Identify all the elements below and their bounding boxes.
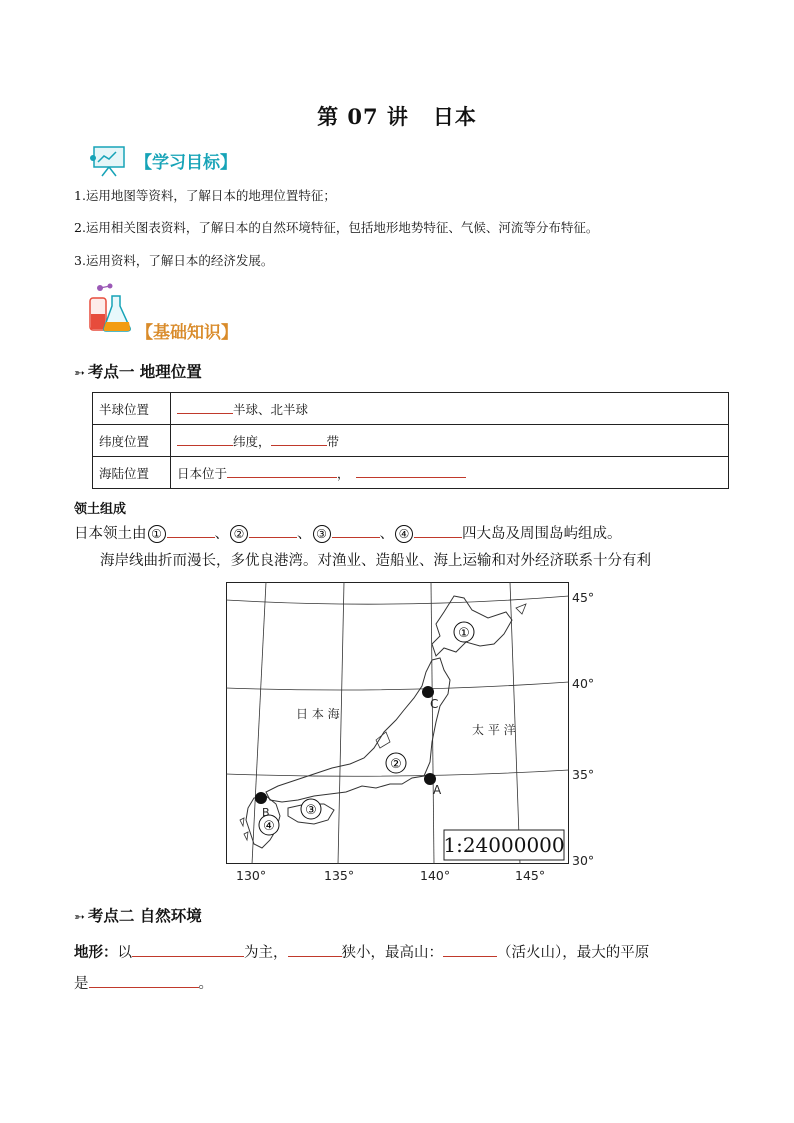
section-heading-location [74, 360, 202, 382]
goal-item-1: 1.运用地图等资料，了解日本的地理位置特征； [74, 188, 336, 203]
terrain-sentence [74, 941, 649, 962]
answer-blank[interactable] [356, 465, 466, 478]
terrain-sentence-continued [74, 972, 213, 993]
territory-heading: 领土组成 [74, 502, 127, 517]
learning-goals-badge: 【学习目标】 [135, 153, 237, 173]
presentation-board-icon [88, 144, 130, 178]
section-title: 考点二 自然环境 [87, 907, 202, 925]
text: 、 [214, 526, 229, 542]
number-circle: ① [148, 525, 166, 543]
row-text: 日本位于 [177, 465, 228, 481]
territory-sentence [74, 522, 622, 543]
text: 日本领土由 [74, 526, 147, 542]
answer-blank[interactable] [132, 944, 244, 957]
row-label: 海陆位置 [93, 457, 171, 489]
point-b-label: B [262, 806, 270, 819]
island-number-3: ③ [305, 803, 317, 818]
terrain-label: 地形： [74, 945, 118, 961]
island-number-1: ① [458, 626, 470, 641]
answer-blank[interactable] [227, 465, 337, 478]
text: 以 [117, 945, 132, 961]
goal-item-2: 2.运用相关图表资料，了解日本的自然环境特征，包括地形地势特征、气候、河流等分布特征。 [74, 220, 599, 235]
answer-blank[interactable] [177, 401, 233, 414]
text: 四大岛及周围岛屿组成。 [462, 526, 622, 542]
arrow-icon: ➳ [74, 910, 82, 925]
section-title: 考点一 地理位置 [87, 363, 202, 381]
latitude-label: 40° [572, 676, 595, 691]
row-text: 带 [326, 433, 340, 449]
row-label: 半球位置 [93, 393, 171, 425]
table-row [93, 425, 729, 457]
answer-blank[interactable] [288, 944, 342, 957]
answer-blank[interactable] [177, 433, 233, 446]
longitude-label: 140° [420, 868, 451, 883]
answer-blank[interactable] [249, 525, 297, 538]
flask-icon [86, 282, 134, 334]
row-value [171, 457, 729, 489]
goal-item-3: 3.运用资料，了解日本的经济发展。 [74, 253, 274, 268]
lecture-name: 日本 [432, 104, 477, 129]
latitude-label: 45° [572, 590, 595, 605]
answer-blank[interactable] [271, 433, 327, 446]
row-text: 半球、北半球 [233, 401, 309, 417]
text: 。 [198, 976, 213, 992]
text: 狭小，最高山： [341, 945, 443, 961]
arrow-icon: ➳ [74, 366, 82, 381]
section-heading-environment [74, 904, 202, 926]
lecture-number: 第 07 讲 [317, 104, 409, 129]
row-value [171, 393, 729, 425]
point-c-label: C [430, 697, 439, 711]
text: （活火山），最大的平原 [497, 945, 650, 961]
text: 是 [74, 976, 89, 992]
text: 为主， [244, 945, 288, 961]
latitude-label: 35° [572, 767, 595, 782]
row-label: 纬度位置 [93, 425, 171, 457]
point-b-marker [255, 792, 267, 804]
row-text: 纬度， [233, 433, 271, 449]
longitude-label: 135° [324, 868, 355, 883]
pacific-ocean-label: 太 平 洋 [472, 723, 516, 737]
longitude-label: 145° [515, 868, 546, 883]
answer-blank[interactable] [332, 525, 380, 538]
island-number-4: ④ [263, 819, 275, 834]
text: 、 [379, 526, 394, 542]
japan-map [226, 582, 569, 864]
map-scale: 1:24000000 [443, 833, 565, 857]
island-number-2: ② [390, 757, 402, 772]
point-a-label: A [433, 783, 442, 797]
longitude-label: 130° [236, 868, 267, 883]
number-circle: ④ [395, 525, 413, 543]
location-table [92, 392, 729, 489]
text: 、 [297, 526, 312, 542]
table-row [93, 457, 729, 489]
number-circle: ② [230, 525, 248, 543]
sea-of-japan-label: 日 本 海 [296, 707, 340, 721]
page-title [0, 101, 794, 131]
row-value [171, 425, 729, 457]
answer-blank[interactable] [89, 975, 199, 988]
coastline-text: 海岸线曲折而漫长，多优良港湾。对渔业、造船业、海上运输和对外经济联系十分有利 [100, 553, 651, 569]
basic-knowledge-badge: 【基础知识】 [136, 323, 238, 343]
answer-blank[interactable] [443, 944, 497, 957]
table-row [93, 393, 729, 425]
number-circle: ③ [313, 525, 331, 543]
latitude-label: 30° [572, 853, 595, 868]
answer-blank[interactable] [167, 525, 215, 538]
answer-blank[interactable] [414, 525, 462, 538]
row-text: ， [337, 465, 350, 481]
